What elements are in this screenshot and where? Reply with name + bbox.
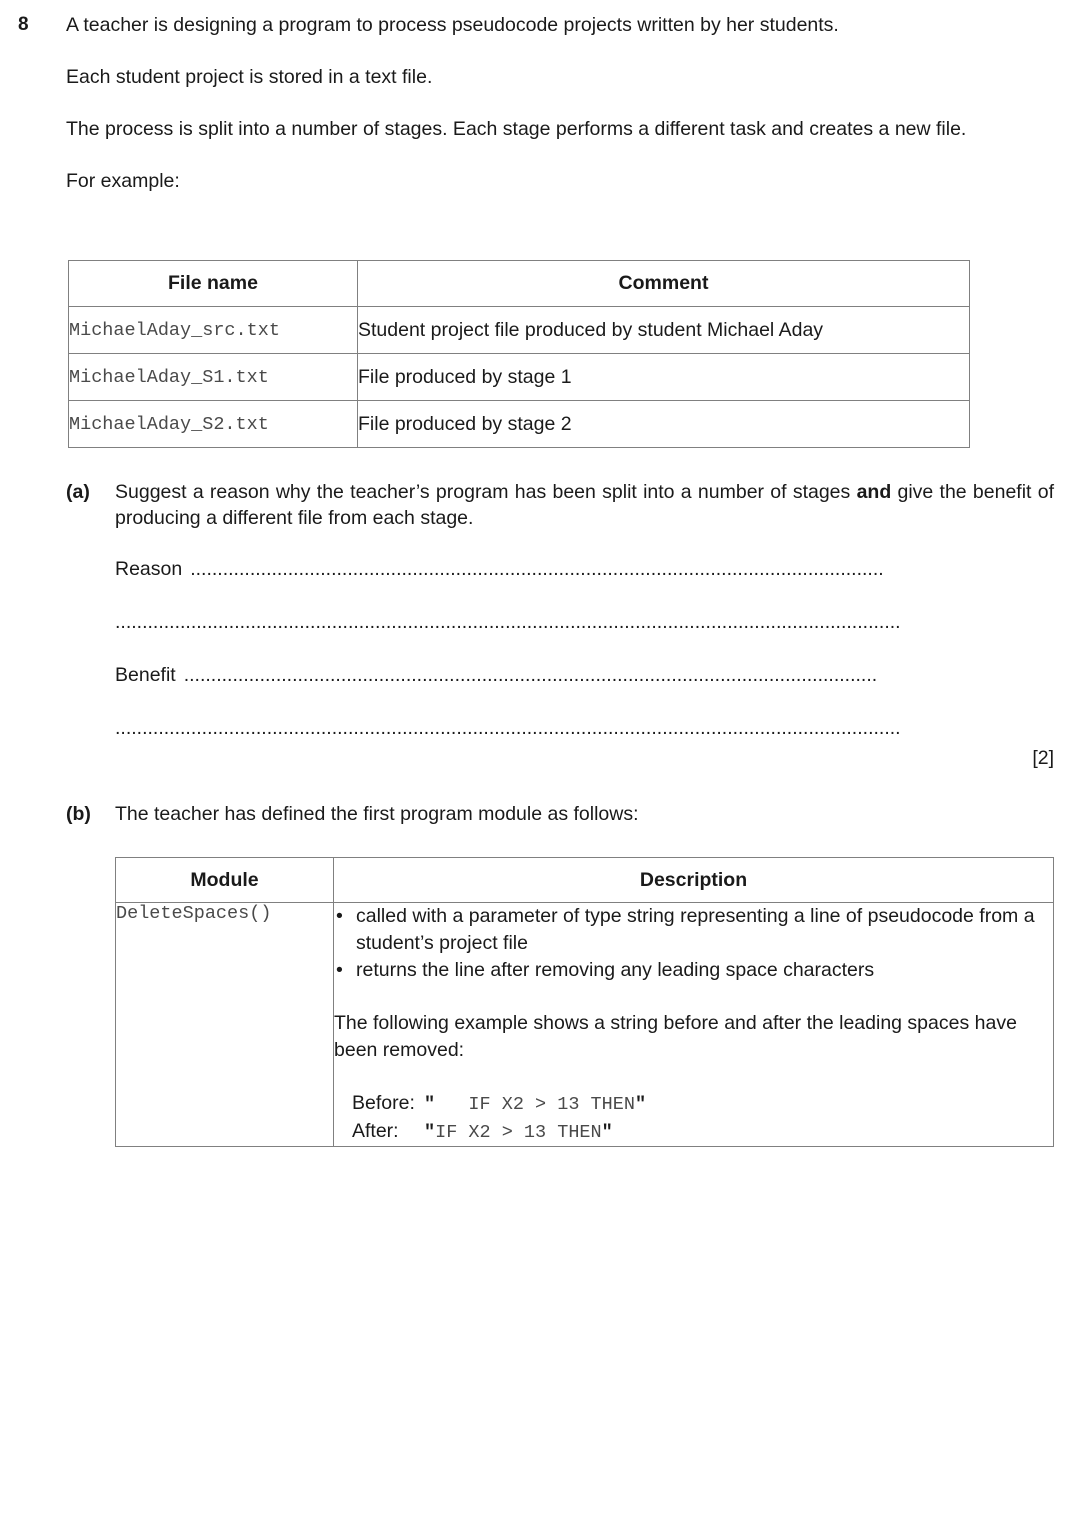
question-number: 8 bbox=[18, 14, 29, 35]
intro-paragraph-2: Each student project is stored in a text file. bbox=[66, 66, 433, 88]
dotted-line: ................................................................................................................................ bbox=[190, 558, 884, 580]
answer-label-reason: Reason bbox=[115, 558, 183, 580]
cell-file-name: MichaelAday_S2.txt bbox=[69, 401, 358, 448]
list-item bbox=[336, 903, 1053, 957]
bullet-text: called with a parameter of type string representing a line of pseudocode from a student’s project file bbox=[356, 905, 1035, 954]
table-header-row bbox=[116, 858, 1054, 903]
close-quote: " bbox=[634, 1094, 647, 1115]
open-quote: " bbox=[424, 1122, 436, 1143]
cell-comment: Student project file produced by student Michael Aday bbox=[358, 307, 970, 354]
cell-file-name: MichaelAday_src.txt bbox=[69, 307, 358, 354]
part-a-label: (a) bbox=[66, 481, 90, 503]
bullet-icon: • bbox=[336, 905, 343, 927]
part-a-bold-and: and bbox=[856, 481, 892, 503]
example-code-before bbox=[424, 1094, 646, 1115]
intro-paragraph-4: For example: bbox=[66, 170, 180, 192]
cell-module-description bbox=[334, 903, 1054, 1147]
cell-comment: File produced by stage 2 bbox=[358, 401, 970, 448]
code-text: IF X2 > 13 THEN bbox=[435, 1094, 635, 1115]
answer-line-reason[interactable] bbox=[115, 556, 1054, 582]
column-header-comment: Comment bbox=[358, 261, 970, 307]
close-quote: " bbox=[601, 1122, 613, 1143]
answer-line-benefit-continued[interactable] bbox=[115, 715, 1054, 741]
part-b-text: The teacher has defined the first program module as follows: bbox=[115, 803, 639, 825]
part-a-text-segment-1: Suggest a reason why the teacher’s program has been split into a number of stages bbox=[115, 481, 857, 503]
answer-label-benefit: Benefit bbox=[115, 664, 176, 686]
example-code-after bbox=[424, 1122, 613, 1143]
cell-comment: File produced by stage 1 bbox=[358, 354, 970, 401]
file-name-table bbox=[68, 260, 970, 448]
part-b-question-text bbox=[115, 801, 1054, 827]
dotted-line: ................................................................................................................................................. bbox=[115, 717, 901, 739]
table-row bbox=[69, 307, 970, 354]
example-line-after bbox=[352, 1118, 1053, 1146]
part-a-text bbox=[115, 479, 1054, 531]
cell-module-name: DeleteSpaces() bbox=[116, 903, 334, 1147]
list-item bbox=[336, 957, 1053, 984]
example-label-after: After: bbox=[352, 1120, 399, 1142]
column-header-file-name: File name bbox=[69, 261, 358, 307]
dotted-line: ................................................................................................................................................. bbox=[115, 611, 901, 633]
table-header-row bbox=[69, 261, 970, 307]
cell-file-name: MichaelAday_S1.txt bbox=[69, 354, 358, 401]
open-quote: " bbox=[424, 1094, 436, 1115]
column-header-description: Description bbox=[334, 858, 1054, 903]
example-line-before bbox=[352, 1090, 1053, 1118]
module-bullet-list bbox=[334, 903, 1053, 984]
module-note: The following example shows a string before and after the leading spaces have been removed: bbox=[334, 1012, 1017, 1061]
question-intro bbox=[66, 12, 1054, 194]
table-row bbox=[69, 401, 970, 448]
table-row bbox=[69, 354, 970, 401]
marks-indicator: [2] bbox=[1032, 747, 1054, 769]
bullet-text: returns the line after removing any leading space characters bbox=[356, 959, 875, 981]
answer-line-reason-continued[interactable] bbox=[115, 609, 1054, 635]
module-table bbox=[115, 857, 1054, 1147]
column-header-module: Module bbox=[116, 858, 334, 903]
part-b-label: (b) bbox=[66, 803, 91, 825]
example-label-before: Before: bbox=[352, 1092, 415, 1114]
code-text: IF X2 > 13 THEN bbox=[435, 1122, 602, 1143]
answer-line-benefit[interactable] bbox=[115, 662, 1054, 688]
part-a-text-segment-2: give the benefit of producing a different file from each stage. bbox=[115, 481, 1054, 529]
bullet-icon: • bbox=[336, 959, 343, 981]
intro-paragraph-3: The process is split into a number of stages. Each stage performs a different task and creates a new file. bbox=[66, 118, 967, 140]
table-row bbox=[116, 903, 1054, 1147]
dotted-line: ................................................................................................................................ bbox=[183, 664, 878, 686]
spacer bbox=[334, 984, 1053, 1010]
intro-paragraph-1: A teacher is designing a program to process pseudocode projects written by her students. bbox=[66, 14, 839, 36]
module-example-block bbox=[334, 1090, 1053, 1146]
part-a-question-text bbox=[115, 479, 1054, 531]
